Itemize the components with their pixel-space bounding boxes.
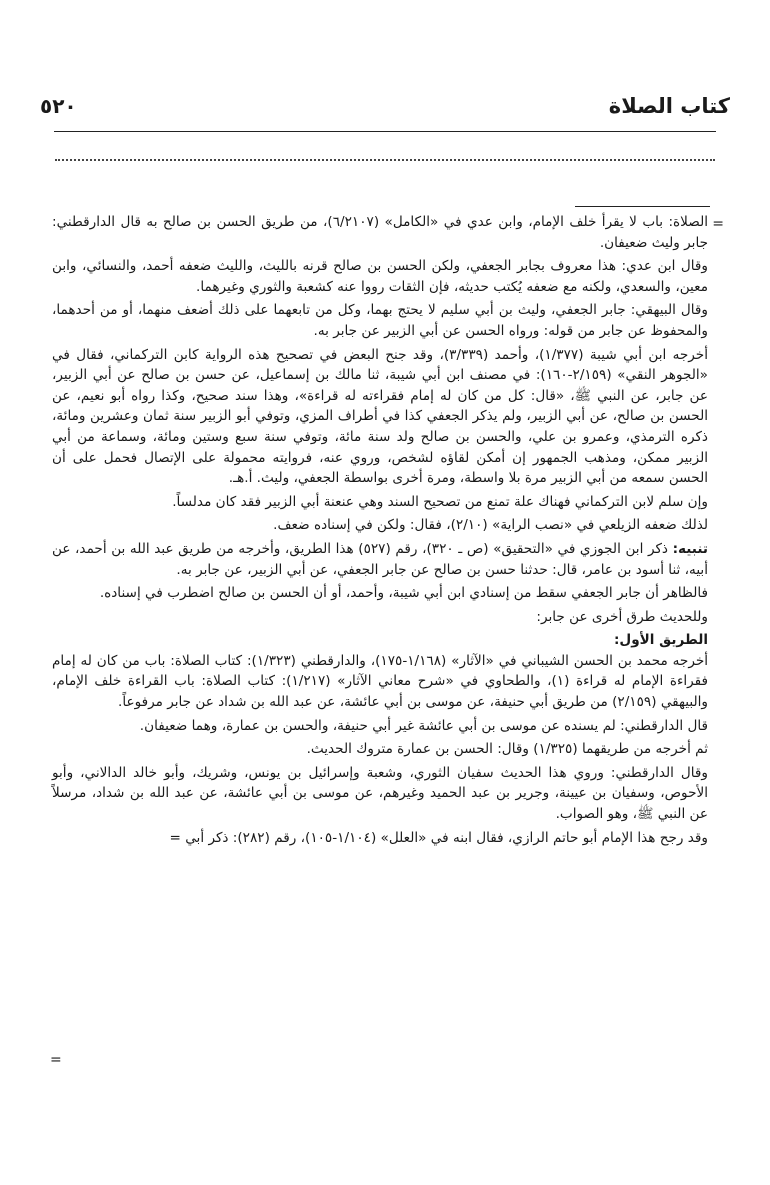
footnote-paragraph: ثم أخرجه من طريقهما (١/٣٢٥) وقال: الحسن بن عمارة متروك الحديث. bbox=[306, 741, 708, 758]
header-rule bbox=[54, 131, 716, 132]
note-paragraph bbox=[52, 539, 708, 580]
footnote-continuation-marker: = bbox=[712, 216, 724, 232]
note-text: ذكر ابن الجوزي في «التحقيق» (ص ـ ٣٢٠)، رقم (٥٢٧) هذا الطريق، وأخرجه من طريق عبد الله بن أحمد، عن أبيه، ثنا أسود بن عامر، قال: حدثنا حسن بن صالح عن جابر الجعفي، عن أبي الزبير، عن جابر به. bbox=[52, 540, 708, 578]
page-header bbox=[40, 92, 730, 132]
footnote-paragraph: أخرجه محمد بن الحسن الشيباني في «الآثار» (١/١٦٨-١٧٥)، والدارقطني (١/٣٢٣): كتاب الصلاة: باب من كان له إمام فقراءة الإمام له قراءة (١)، والطحاوي في «شرح معاني الآثار» (١/٢١٧): كتاب الصلاة: باب القراءة خلف الإمام، والبيهقي (٢/١٥٩) من طريق أبي حنيفة، عن موسى بن أبي عائشة، عن عبد الله بن شداد عن جابر مرفوعاً. bbox=[52, 652, 709, 711]
footnote-paragraph: وقال ابن عدي: هذا معروف بجابر الجعفي، ولكن الحسن بن صالح قرنه بالليث، والليث ضعفه أحمد، والنسائي، وابن معين، والسعدي، ولكنه مع ضعفه يُكتب حديثه، فإن الثقات رووا عنه كشعبة والثوري وغيرهما. bbox=[52, 258, 708, 295]
footnote-separator bbox=[575, 206, 710, 207]
footnote-paragraph: وقال البيهقي: جابر الجعفي، وليث بن أبي سليم لا يحتج بهما، وكل من تابعهما على ذلك أضعف منهما، أو من أحدهما، والمحفوظ عن جابر من قوله: ورواه الحسن عن أبي الزبير عن جابر به. bbox=[52, 302, 708, 339]
running-title: كتاب الصلاة bbox=[608, 94, 730, 118]
section-heading: الطريق الأول: bbox=[613, 632, 708, 649]
footnote-end-marker: = bbox=[50, 1052, 62, 1068]
footnote-body bbox=[52, 212, 708, 851]
footnote-paragraph: وقال الدارقطني: وروي هذا الحديث سفيان الثوري، وشعبة وإسرائيل بن يونس، وشريك، وأبو خالد الدالاني، وأبو الأحوص، وسفيان بن عيينة، وجرير بن عبد الحميد وغيرهم، عن موسى بن أبي عائشة، عن عبد الله بن شداد، مرسلاً عن النبي ﷺ، وهو الصواب. bbox=[52, 764, 708, 823]
footnote-paragraph: أخرجه ابن أبي شيبة (١/٣٧٧)، وأحمد (٣/٣٣٩)، وقد جنح البعض في تصحيح هذه الرواية كابن التركماني، فقال في «الجوهر النقي» (٢/١٥٩-١٦٠): في مصنف ابن أبي شيبة، ثنا مالك بن إسماعيل، عن حسن بن صالح عن أبي الزبير، عن جابر، عن النبي ﷺ، «قال: كل من كان له إمام فقراءته له قراءة»، وهذا سند صحيح، وكذا رواه أبو نعيم، عن الحسن بن صالح، عن أبي الزبير، ولم يذكر الجعفي كذا في أطراف المزي، وتوفي أبو الزبير سنة ثمان وعشرين ومائة، ذكره الترمذي، وعمرو بن علي، والحسن بن صالح ولد سنة مائة، وتوفي سنة سبع وستين ومائة، وسماعة من أبي الزبير ممكن، ومذهب الجمهور إن أمكن لقاؤه لشخص، وروي عنه، فروايته محمولة على الإتصال فحمل على أن الحسن سمعه من أبي الزبير مرة بلا واسطة، ومرة أخرى بواسطة الجعفي، وليث. أ.هـ. bbox=[52, 346, 708, 487]
footnote-paragraph: الصلاة: باب لا يقرأ خلف الإمام، وابن عدي في «الكامل» (٦/٢١٠٧)، من طريق الحسن بن صالح به قال الدارقطني: جابر وليث ضعيفان. bbox=[52, 214, 708, 251]
dotted-placeholder-line bbox=[55, 159, 715, 161]
footnote-paragraph: لذلك ضعفه الزيلعي في «نصب الراية» (٢/١٠)، فقال: ولكن في إسناده ضعف. bbox=[273, 517, 708, 534]
footnote-paragraph: وقد رجح هذا الإمام أبو حاتم الرازي، فقال ابنه في «العلل» (١/١٠٤-١٠٥)، رقم (٢٨٢): ذكر أبي = bbox=[169, 829, 708, 846]
footnote-paragraph: وللحديث طرق أخرى عن جابر: bbox=[536, 608, 708, 625]
footnote-paragraph: فالظاهر أن جابر الجعفي سقط من إسنادي ابن أبي شيبة، وأحمد، أو أن الحسن بن صالح اضطرب في إسناده. bbox=[99, 585, 708, 602]
note-label: تنبيه: bbox=[672, 540, 708, 557]
footnote-paragraph: وإن سلم لابن التركماني فهناك علة تمنع من تصحيح السند وهي عنعنة أبي الزبير فقد كان مدلساً. bbox=[172, 493, 708, 510]
footnote-paragraph: قال الدارقطني: لم يسنده عن موسى بن أبي عائشة غير أبي حنيفة، والحسن بن عمارة، وهما ضعيفان. bbox=[139, 717, 708, 734]
page-number: ٥٢٠ bbox=[40, 94, 77, 118]
